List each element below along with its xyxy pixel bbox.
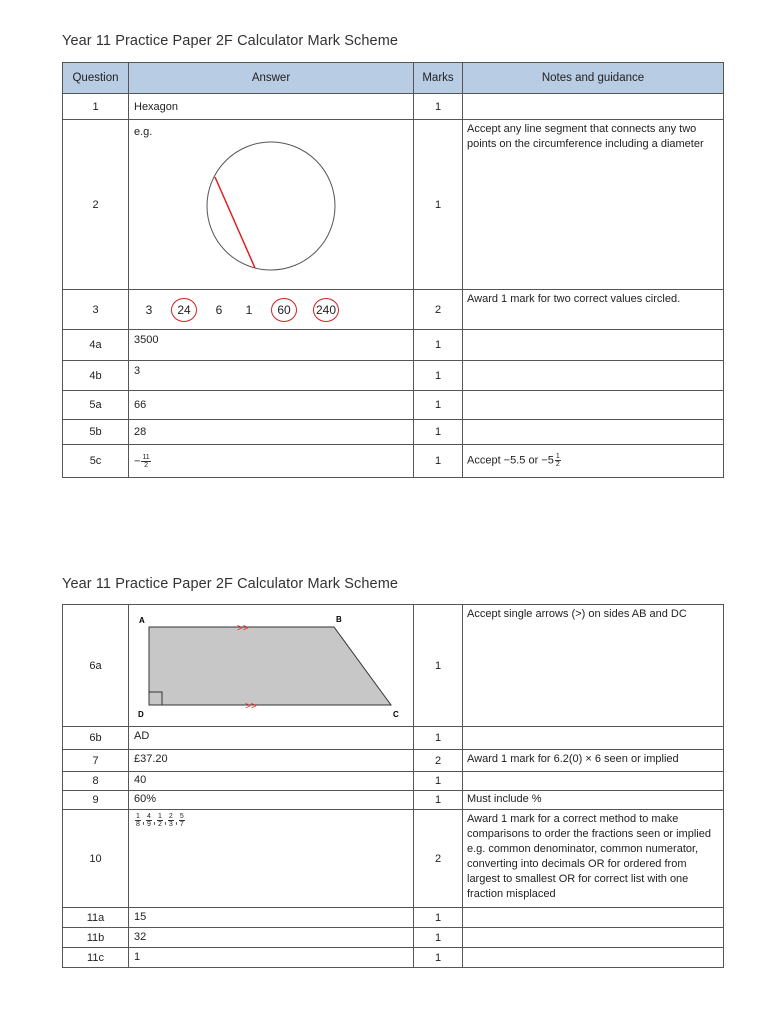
mark-scheme-table-2 xyxy=(62,604,724,968)
notes-cell xyxy=(463,420,724,445)
vertex-label-a: A xyxy=(139,616,145,625)
answer-text: 60% xyxy=(134,793,157,805)
page-title-1: Year 11 Practice Paper 2F Calculator Mark Scheme xyxy=(62,33,399,49)
question-number: 11c xyxy=(63,948,129,968)
notes-cell xyxy=(463,908,724,928)
marks-value: 1 xyxy=(414,94,463,120)
notes-cell xyxy=(463,727,724,750)
marks-value: 1 xyxy=(414,420,463,445)
notes-cell xyxy=(463,772,724,791)
question-number: 8 xyxy=(63,772,129,791)
answer-text: 1 xyxy=(134,951,141,963)
question-number: 5b xyxy=(63,420,129,445)
circled-value: 24 xyxy=(171,298,197,322)
marks-value: 1 xyxy=(414,928,463,948)
parallel-arrow-top: >> xyxy=(237,623,249,634)
answer-text: Hexagon xyxy=(134,100,179,113)
table-row xyxy=(63,772,724,791)
answer-text: 3 xyxy=(134,365,141,377)
value-item: 1 xyxy=(245,302,253,317)
answer-text: 32 xyxy=(134,931,147,943)
question-number: 11a xyxy=(63,908,129,928)
circled-value: 240 xyxy=(313,298,339,322)
circle-chord-diagram xyxy=(129,126,412,274)
vertex-label-b: B xyxy=(336,615,342,624)
marks-value: 1 xyxy=(414,330,463,361)
marks-value: 1 xyxy=(414,727,463,750)
question-number: 1 xyxy=(63,94,129,120)
answer-text: £37.20 xyxy=(134,753,168,765)
table-row xyxy=(63,750,724,772)
marks-value: 2 xyxy=(414,290,463,330)
header-answer: Answer xyxy=(129,63,414,94)
table-row xyxy=(63,908,724,928)
vertex-label-d: D xyxy=(138,710,144,719)
trapezium-diagram xyxy=(129,605,412,725)
table-row xyxy=(63,391,724,420)
table-row xyxy=(63,605,724,727)
table-row xyxy=(63,948,724,968)
trapezium-shape xyxy=(149,627,391,705)
circled-value: 60 xyxy=(271,298,297,322)
question-number: 7 xyxy=(63,750,129,772)
q3-values xyxy=(129,291,413,329)
question-number: 10 xyxy=(63,810,129,908)
table-row xyxy=(63,420,724,445)
question-number: 4a xyxy=(63,330,129,361)
header-marks: Marks xyxy=(414,63,463,94)
table-row xyxy=(63,290,724,330)
question-number: 6a xyxy=(63,605,129,727)
marks-value: 1 xyxy=(414,908,463,928)
notes-cell: Accept single arrows (>) on sides AB and DC xyxy=(463,605,724,727)
fraction-list: $\frac{1}{8}$ , $\frac{4}{9}$ , $\frac{1}{2}$ , $\frac{2}{3}$ , $\frac{5}{7}$ xyxy=(136,813,184,828)
notes-cell: Accept −5.5 or −5 $\frac{1}{2}$ xyxy=(463,445,724,478)
notes-cell: Award 1 mark for 6.2(0) × 6 seen or implied xyxy=(463,750,724,772)
notes-cell xyxy=(463,361,724,391)
vertex-label-c: C xyxy=(393,710,399,719)
chord-line xyxy=(215,177,255,268)
notes-cell: Accept any line segment that connects any two points on the circumference including a diameter xyxy=(463,120,724,290)
marks-value: 1 xyxy=(414,361,463,391)
marks-value: 2 xyxy=(414,810,463,908)
question-number: 5a xyxy=(63,391,129,420)
marks-value: 2 xyxy=(414,750,463,772)
question-number: 11b xyxy=(63,928,129,948)
notes-cell xyxy=(463,391,724,420)
question-number: 9 xyxy=(63,791,129,810)
marks-value: 1 xyxy=(414,791,463,810)
table-row xyxy=(63,330,724,361)
answer-text: AD xyxy=(134,730,150,742)
table-row xyxy=(63,94,724,120)
notes-cell xyxy=(463,948,724,968)
table-row xyxy=(63,810,724,908)
answer-fraction: − $\frac{11}{2}$ xyxy=(134,453,150,469)
value-item: 6 xyxy=(215,302,223,317)
marks-value: 1 xyxy=(414,772,463,791)
marks-value: 1 xyxy=(414,948,463,968)
notes-cell: Must include % xyxy=(463,791,724,810)
table-row xyxy=(63,445,724,478)
question-number: 5c xyxy=(63,445,129,478)
marks-value: 1 xyxy=(414,605,463,727)
question-number: 2 xyxy=(63,120,129,290)
answer-text: 40 xyxy=(134,774,147,786)
question-number: 4b xyxy=(63,361,129,391)
marks-value: 1 xyxy=(414,120,463,290)
table-row xyxy=(63,120,724,290)
question-number: 3 xyxy=(63,290,129,330)
marks-value: 1 xyxy=(414,391,463,420)
header-notes: Notes and guidance xyxy=(463,63,724,94)
mark-scheme-table-1 xyxy=(62,62,724,478)
table-header-row xyxy=(63,63,724,94)
circle-shape xyxy=(207,142,335,270)
answer-text: e.g. xyxy=(134,126,153,138)
header-question: Question xyxy=(63,63,129,94)
table-row xyxy=(63,727,724,750)
value-item: 3 xyxy=(145,302,153,317)
question-number: 6b xyxy=(63,727,129,750)
table-row xyxy=(63,361,724,391)
notes-cell xyxy=(463,928,724,948)
answer-text: 3500 xyxy=(134,334,159,346)
notes-cell: Award 1 mark for a correct method to make comparisons to order the fractions seen or implied e.g. common denominator, common numerator, converting into decimals OR for ordered from largest to smallest OR for correct list with one fraction misplaced xyxy=(463,810,724,908)
table-row xyxy=(63,791,724,810)
page-title-2: Year 11 Practice Paper 2F Calculator Mark Scheme xyxy=(62,576,399,592)
parallel-arrow-bottom: >> xyxy=(245,701,257,712)
notes-cell xyxy=(463,330,724,361)
table-row xyxy=(63,928,724,948)
answer-text: 66 xyxy=(134,399,147,411)
marks-value: 1 xyxy=(414,445,463,478)
notes-cell xyxy=(463,94,724,120)
answer-text: 28 xyxy=(134,426,147,438)
notes-cell: Award 1 mark for two correct values circled. xyxy=(463,290,724,330)
answer-text: 15 xyxy=(134,911,147,923)
